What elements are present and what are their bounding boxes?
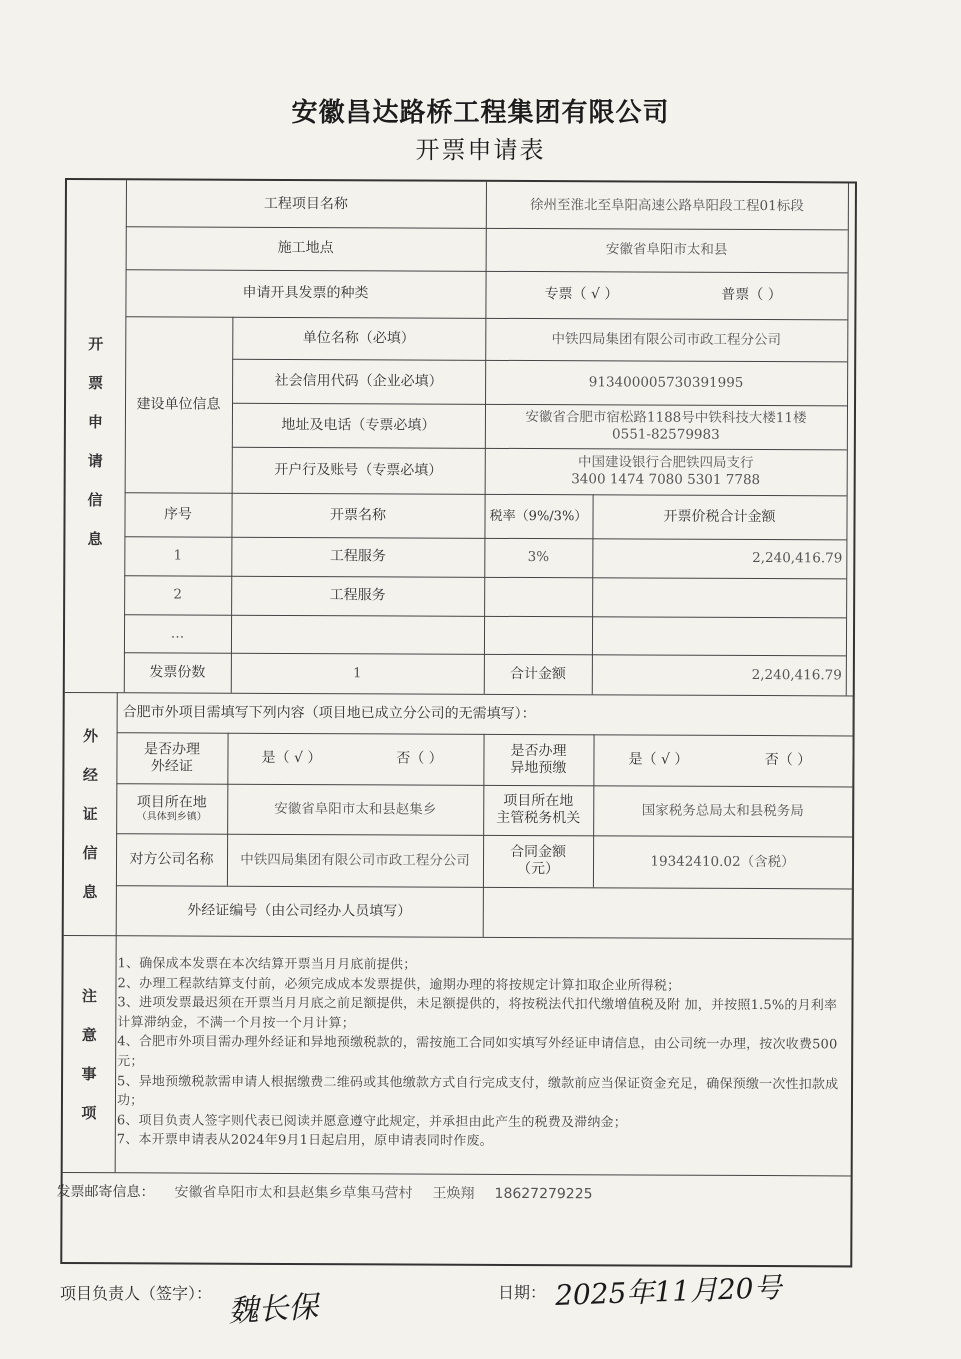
company-title: 安徽昌达路桥工程集团有限公司: [291, 98, 670, 128]
special-invoice-option: 专票（ √ ）: [544, 286, 619, 303]
prepay-no-option: 否（ ）: [764, 752, 812, 769]
signature: 魏长保: [227, 1289, 320, 1330]
project-name-value: 徐州至淮北至阜阳高速公路阜阳段工程01标段: [530, 196, 804, 214]
invoice-count-label: 发票份数: [149, 663, 206, 681]
permit-apply-label: 是否办理 外经证: [143, 740, 201, 775]
permit-no-option: 否（ ）: [396, 750, 443, 767]
table-row-1-rate: 3%: [527, 549, 550, 566]
total-amount-value: 2,240,416.79: [751, 666, 842, 683]
credit-code-label: 社会信用代码（企业必填）: [274, 372, 443, 390]
col-header-name: 开票名称: [329, 506, 387, 523]
address-phone-label: 地址及电话（专票必填）: [281, 416, 436, 434]
section-label-notes: 注 意 事 项: [81, 986, 97, 1122]
contract-amount-value: 19342410.02（含税）: [650, 853, 795, 870]
contract-amount-label: 合同金额 （元）: [510, 843, 567, 878]
signer-label: 项目负责人（签字）：: [60, 1284, 213, 1303]
notes-list: [117, 954, 848, 1153]
table-row-2-no: 2: [173, 586, 183, 603]
permit-yes-option: 是（ √ ）: [261, 749, 322, 767]
invoice-form-table: [56, 178, 857, 1267]
project-name-label: 工程项目名称: [263, 195, 348, 212]
section-label-permit-info: 外 经 证 信 息: [82, 727, 99, 902]
permit-number-value: [483, 887, 852, 939]
permit-number-label: 外经证编号（由公司经办人员填写）: [187, 902, 412, 920]
mailing-info: [57, 1181, 613, 1203]
invoice-type-label: 申请开具发票的种类: [242, 284, 369, 302]
table-row-1-amount: 2,240,416.79: [752, 550, 843, 567]
mailing-label: 发票邮寄信息：: [56, 1183, 155, 1201]
table-row-1-name: 工程服务: [329, 548, 386, 565]
note-item: 4、合肥市外项目需办理外经证和异地预缴税款的，需按施工合同如实填写外经证申请信息，由公司统一办理，按次收费500元；: [117, 1034, 838, 1070]
table-row-2-amount: [592, 577, 846, 617]
total-amount-label: 合计金额: [509, 665, 566, 682]
address-phone-value: 安徽省合肥市宿松路1188号中铁科技大楼11楼 0551-82579983: [525, 409, 807, 443]
project-location-label: 项目所在地 （具体到乡镇）: [136, 793, 207, 823]
site-value: 安徽省阜阳市太和县: [605, 241, 728, 258]
note-item: 5、异地预缴税款需申请人根据缴费二维码或其他缴款方式自行完成支付，缴款前应当保证资金充足，确保预缴一次性扣款成功；: [116, 1073, 839, 1109]
table-row-2-rate: [484, 577, 592, 616]
normal-invoice-option: 普票（ ）: [721, 286, 782, 304]
site-label: 施工地点: [277, 239, 334, 257]
mailing-address: 安徽省阜阳市太和县赵集乡草集马营村: [174, 1184, 413, 1202]
prepay-label: 是否办理 异地预缴: [510, 742, 567, 776]
col-header-no: 序号: [164, 505, 193, 523]
note-item: 6、项目负责人签字则代表已阅读并愿意遵守此规定，并承担由此产生的税费及滞纳金；: [116, 1112, 627, 1131]
note-item: 2、办理工程款结算支付前，必须完成成本发票提供，逾期办理的将按规定计算扣取企业所得税；: [117, 975, 681, 994]
project-location-value: 安徽省阜阳市太和县赵集乡: [274, 800, 437, 818]
date-label: 日期：: [498, 1283, 547, 1302]
tax-authority-value: 国家税务总局太和县税务局: [641, 802, 804, 819]
form-title: 开票申请表: [415, 136, 546, 164]
date-value: 2025年11月20号: [554, 1271, 783, 1312]
table-row-3-no: …: [170, 624, 185, 642]
permit-intro: 合肥市外项目需填写下列内容（项目地已成立分公司的无需填写）：: [122, 703, 536, 722]
col-header-rate: 税率（9%/3%）: [489, 508, 588, 524]
section-label-invoice-info: 开 票 申 请 信 息: [87, 335, 104, 549]
mailing-contact: 王焕翔: [432, 1185, 475, 1202]
builder-name-label: 单位名称（必填）: [302, 329, 415, 347]
mailing-phone: 18627279225: [494, 1185, 593, 1203]
credit-code-value: 913400005730391995: [588, 373, 744, 391]
builder-name-value: 中铁四局集团有限公司市政工程分公司: [551, 330, 782, 348]
note-item: 7、本开票申请表从2024年9月1日起启用，原申请表同时作废。: [116, 1132, 493, 1150]
note-item: 3、进项发票最迟须在开票当月月底之前足额提供，未足额提供的，将按税法代扣代缴增值税及附 加，并按照1.5%的月利率计算滞纳金，不满一个月按一个月计算；: [117, 995, 838, 1032]
col-header-amount: 开票价税合计金额: [663, 508, 776, 525]
bank-account-label: 开户行及账号（专票必填）: [274, 461, 443, 479]
bank-account-value: 中国建设银行合肥铁四局支行 3400 1474 7080 5301 7788: [571, 454, 761, 489]
table-row-2-name: 工程服务: [329, 587, 386, 604]
tax-authority-label: 项目所在地 主管税务机关: [496, 792, 581, 827]
prepay-yes-option: 是（ √ ）: [628, 751, 689, 768]
counterparty-label: 对方公司名称: [129, 850, 214, 868]
note-item: 1、确保成本发票在本次结算开票当月月底前提供；: [117, 956, 417, 973]
counterparty-value: 中铁四局集团有限公司市政工程分公司: [240, 851, 470, 869]
table-row-1-no: 1: [173, 547, 183, 564]
invoice-count-value: 1: [353, 664, 362, 681]
builder-info-label: 建设单位信息: [136, 395, 221, 413]
